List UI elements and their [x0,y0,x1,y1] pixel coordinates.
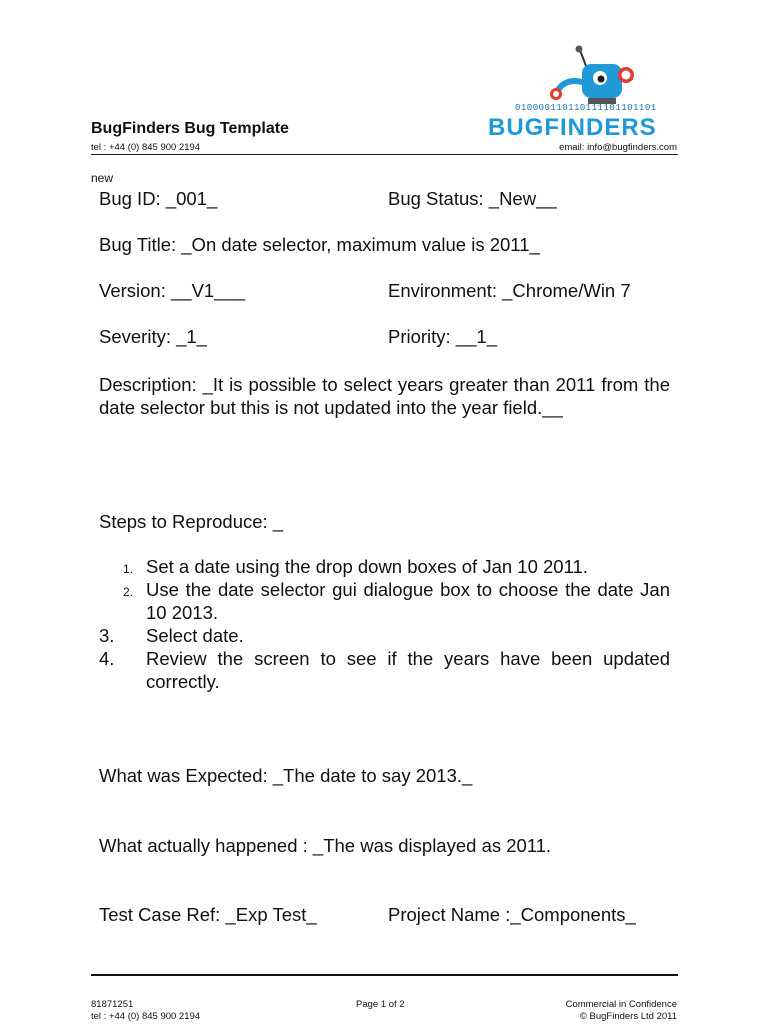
footer-copyright: © BugFinders Ltd 2011 [579,1011,677,1022]
severity-field: Severity: _1_ [99,326,207,347]
version-field: Version: __V1___ [99,280,246,301]
header-telephone: tel : +44 (0) 845 900 2194 [91,142,201,153]
logo-wordmark [488,114,657,142]
description-field: Description: _It is possible to select years greater than 2011 from the date selector but this is not updated into the year field.__ [99,374,670,418]
logo-word-finders: FINDERS [544,114,657,141]
status-note: new [91,171,114,185]
step-text: Set a date using the drop down boxes of Jan 10 2011. [146,556,588,577]
footer-divider [91,974,678,976]
test-case-ref-field: Test Case Ref: _Exp Test_ [99,904,317,925]
environment-field: Environment: _Chrome/Win 7 [388,280,631,301]
list-item [99,578,670,624]
step-number: 4. [99,648,115,669]
list-item [99,555,670,578]
project-name-field: Project Name :_Components_ [388,904,636,925]
step-text: Review the screen to see if the years have been updated correctly. [146,648,670,692]
list-item [99,647,670,693]
priority-field: Priority: __1_ [388,326,497,347]
bug-id-field: Bug ID: _001_ [99,188,218,209]
footer-confidentiality: Commercial in Confidence [565,999,677,1010]
expected-result-field: What was Expected: _The date to say 2013._ [99,765,473,786]
step-text: Select date. [146,625,244,646]
footer-doc-number: 81871251 [91,999,134,1010]
bug-title-field: Bug Title: _On date selector, maximum value is 2011_ [99,234,540,255]
steps-heading: Steps to Reproduce: _ [99,511,284,532]
steps-list [99,555,670,693]
step-number: 2. [123,585,134,599]
step-text: Use the date selector gui dialogue box to choose the date Jan 10 2013. [146,579,670,623]
footer-page-number: Page 1 of 2 [356,999,405,1010]
logo-binary-text: 010000110110111101101101 [515,103,657,113]
list-item [99,624,670,647]
footer-telephone: tel : +44 (0) 845 900 2194 [91,1011,201,1022]
document-title: BugFinders Bug Template [91,120,289,137]
step-number: 1. [123,562,134,576]
header-email: email: info@bugfinders.com [559,142,677,153]
actual-result-field: What actually happened : _The was displayed as 2011. [99,835,552,856]
header-divider [91,154,678,155]
step-number: 3. [99,625,115,646]
bug-status-field: Bug Status: _New__ [388,188,557,209]
logo-word-bug: BUG [488,114,545,141]
